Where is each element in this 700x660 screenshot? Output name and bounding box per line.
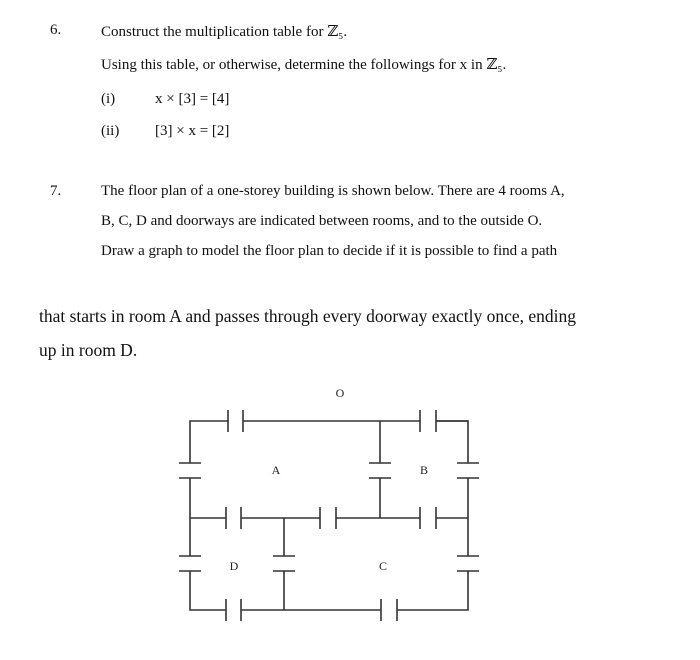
question-7-continuation-1: that starts in room A and passes through every doorway exactly once, ending (39, 306, 577, 326)
question-6-part-i-expr: x × [3] = [4] (155, 91, 230, 107)
room-a-label: A (271, 463, 281, 477)
outer-right-wall (397, 463, 479, 610)
room-d-label: D (229, 559, 239, 573)
doorway-top-right (420, 410, 436, 432)
room-c-label: C (378, 559, 388, 573)
middle-horizontal-wall (190, 507, 468, 529)
doorway-top-left (228, 410, 243, 432)
room-b-label: B (419, 463, 429, 477)
wall-d-c (273, 518, 295, 610)
question-7-line-1: The floor plan of a one-storey building is shown below. There are 4 rooms A, (101, 183, 565, 199)
question-6-part-i-label: (i) (101, 91, 116, 107)
outer-left-wall (179, 463, 226, 610)
question-6-part-ii-label: (ii) (101, 123, 120, 139)
question-6-number: 6. (50, 22, 62, 38)
question-7-line-3: Draw a graph to model the floor plan to decide if it is possible to find a path (101, 243, 558, 259)
question-7-line-2: B, C, D and doorways are indicated between rooms, and to the outside O. (101, 213, 543, 229)
outer-top-wall (190, 421, 468, 463)
question-6-line-2: Using this table, or otherwise, determine the followings for x in ℤ₅. (101, 57, 507, 73)
question-6-part-ii-expr: [3] × x = [2] (155, 123, 230, 139)
outside-label: O (335, 386, 345, 400)
question-6-line-1: Construct the multiplication table for ℤ₅. (101, 24, 348, 40)
outer-bottom-wall (226, 599, 397, 621)
wall-a-b (369, 421, 391, 518)
question-7-number: 7. (50, 183, 62, 199)
question-7-continuation-2: up in room D. (39, 340, 138, 360)
